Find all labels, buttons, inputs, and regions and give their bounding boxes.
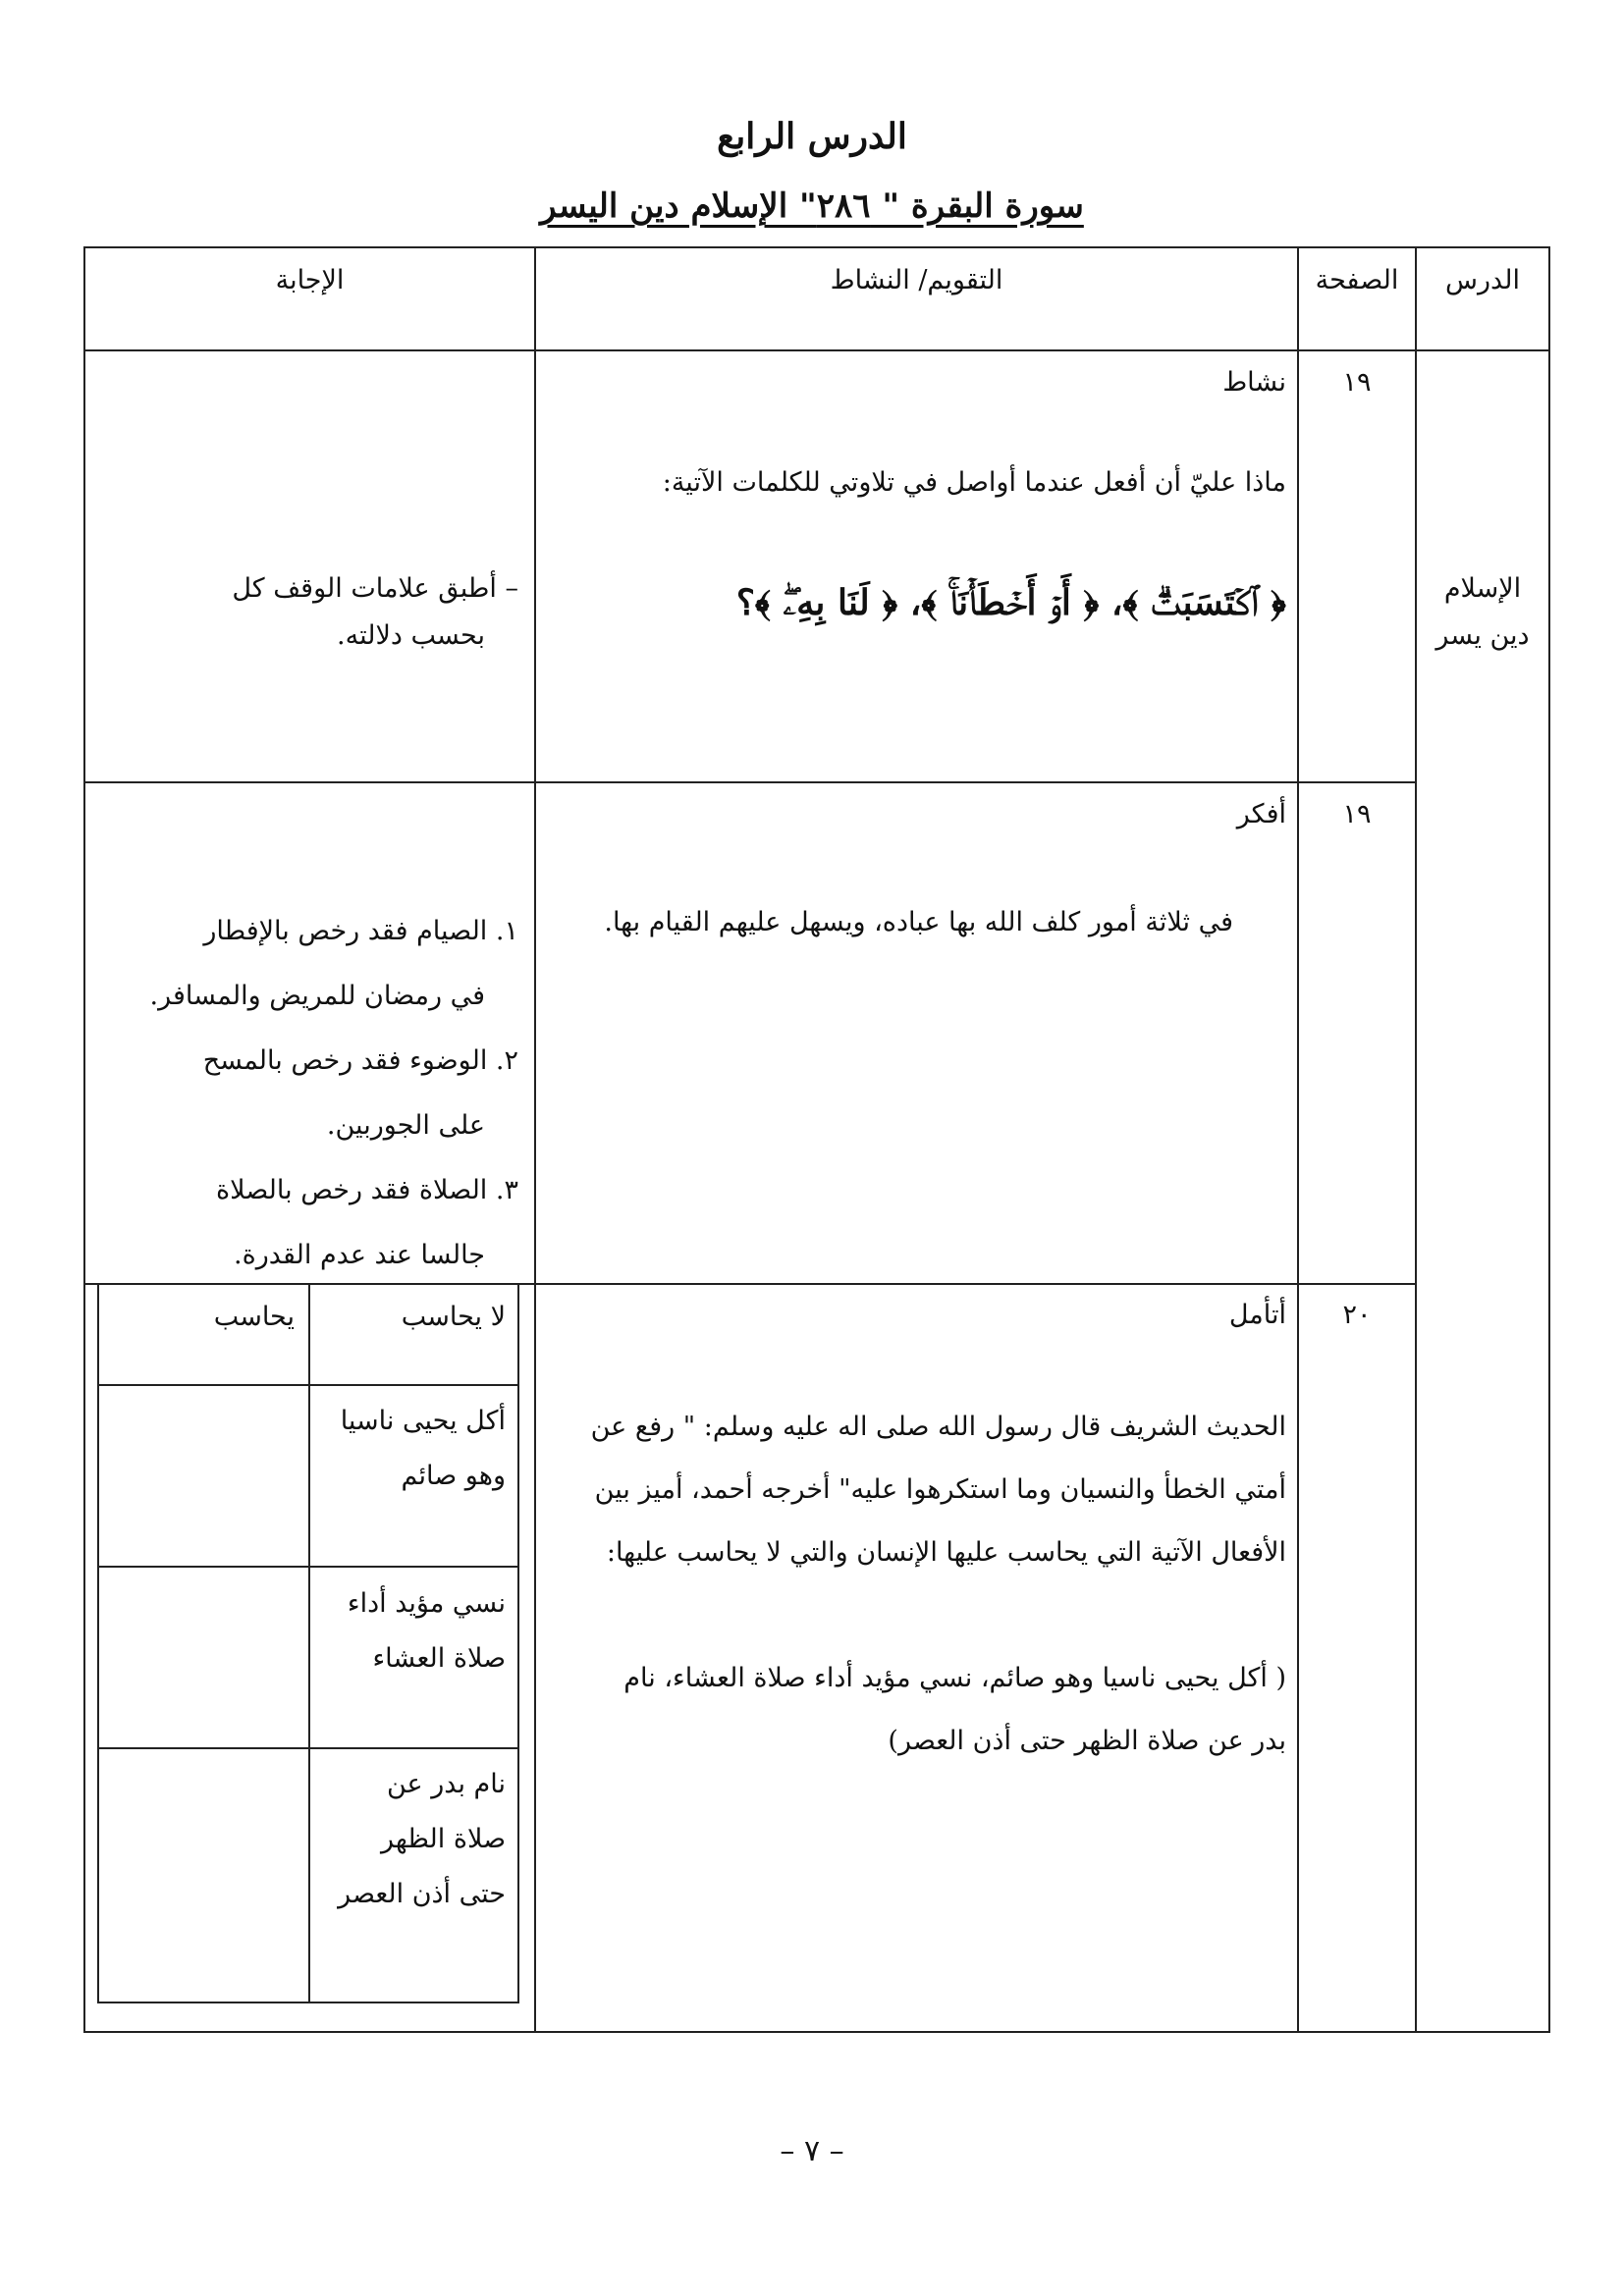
row3-list-line1: ( أكل يحيى ناسيا وهو صائم، نسي مؤيد أداء صلاة العشاء، نام <box>623 1663 1286 1693</box>
lesson-name-line1: الإسلام <box>1443 573 1522 604</box>
header-activity: التقويم/ النشاط <box>830 265 1003 295</box>
page-number: – ٧ – <box>780 2134 844 2168</box>
inner-item-2-line1: نسي مؤيد أداء <box>347 1588 506 1619</box>
row1-label: نشاط <box>1222 367 1286 398</box>
row2-answer-3: ٣. الصلاة فقد رخص بالصلاة <box>215 1175 518 1205</box>
inner-item-1 <box>317 1394 506 1504</box>
row1-answer-line1: – أطبق علامات الوقف كل <box>232 573 518 604</box>
lesson-name-line2: دين يسر <box>1435 620 1530 651</box>
row2-answer-1: ١. الصيام فقد رخص بالإفطار <box>203 916 518 946</box>
row3-list-line2: بدر عن صلاة الظهر حتى أذن العصر) <box>888 1726 1286 1756</box>
row2-answer-2-cont: على الجوربين. <box>326 1110 485 1141</box>
row1-question: ماذا عليّ أن أفعل عندما أواصل في تلاوتي للكلمات الآتية: <box>662 467 1286 498</box>
inner-item-3-line2: صلاة الظهر <box>381 1824 506 1854</box>
row2-question: في ثلاثة أمور كلف الله بها عباده، ويسهل عليهم القيام بها. <box>604 907 1233 937</box>
row3-page: ٢٠ <box>1342 1300 1372 1330</box>
row2-page: ١٩ <box>1342 799 1372 829</box>
header-lesson: الدرس <box>1445 265 1520 295</box>
header-answer: الإجابة <box>275 265 345 295</box>
row3-label: أتأمل <box>1228 1300 1286 1330</box>
inner-item-2 <box>317 1576 506 1686</box>
row1-quran-verses: ﴿ ٱكۡتَسَبَتۡۗ ﴾، ﴿ أَوۡ أَخۡطَأۡنَاۚ ﴾، ﴿ لَنَا بِهِۦۖ ﴾؟ <box>735 582 1286 623</box>
inner-item-1-line1: أكل يحيى ناسيا <box>340 1406 506 1436</box>
row3-hadith-line1: الحديث الشريف قال رسول الله صلى اله عليه وسلم: " رفع عن <box>590 1412 1286 1442</box>
row2-label: أفكر <box>1236 799 1286 829</box>
row1-answer <box>106 565 518 660</box>
inner-item-3 <box>317 1757 506 1922</box>
lesson-title: الدرس الرابع <box>717 116 907 157</box>
row2-answer-2: ٢. الوضوء فقد رخص بالمسح <box>202 1045 518 1076</box>
inner-item-1-line2: وهو صائم <box>401 1461 506 1491</box>
row3-list <box>550 1647 1286 1773</box>
header-page: الصفحة <box>1315 265 1399 295</box>
inner-item-3-line1: نام بدر عن <box>386 1769 506 1799</box>
row3-hadith <box>550 1396 1286 1584</box>
row1-page: ١٩ <box>1342 367 1372 398</box>
inner-header-accountable: يحاسب <box>213 1302 295 1332</box>
inner-header-not-accountable: لا يحاسب <box>401 1302 506 1332</box>
inner-item-2-line2: صلاة العشاء <box>372 1643 506 1674</box>
inner-item-3-line3: حتى أذن العصر <box>338 1879 506 1909</box>
row1-answer-line2: بحسب دلالته. <box>337 620 485 651</box>
row3-hadith-line2: أمتي الخطأ والنسيان وما استكرهوا عليه" أخرجه أحمد، أميز بين <box>594 1474 1286 1505</box>
lesson-name <box>1416 565 1549 660</box>
row2-answer-1-cont: في رمضان للمريض والمسافر. <box>149 981 485 1011</box>
row3-hadith-line3: الأفعال الآتية التي يحاسب عليها الإنسان والتي لا يحاسب عليها: <box>606 1537 1286 1568</box>
lesson-subtitle: سورة البقرة " ٢٨٦" الإسلام دين اليسر <box>540 187 1084 226</box>
row2-answer-3-cont: جالسا عند عدم القدرة. <box>234 1240 485 1270</box>
row2-answers <box>106 899 518 1288</box>
